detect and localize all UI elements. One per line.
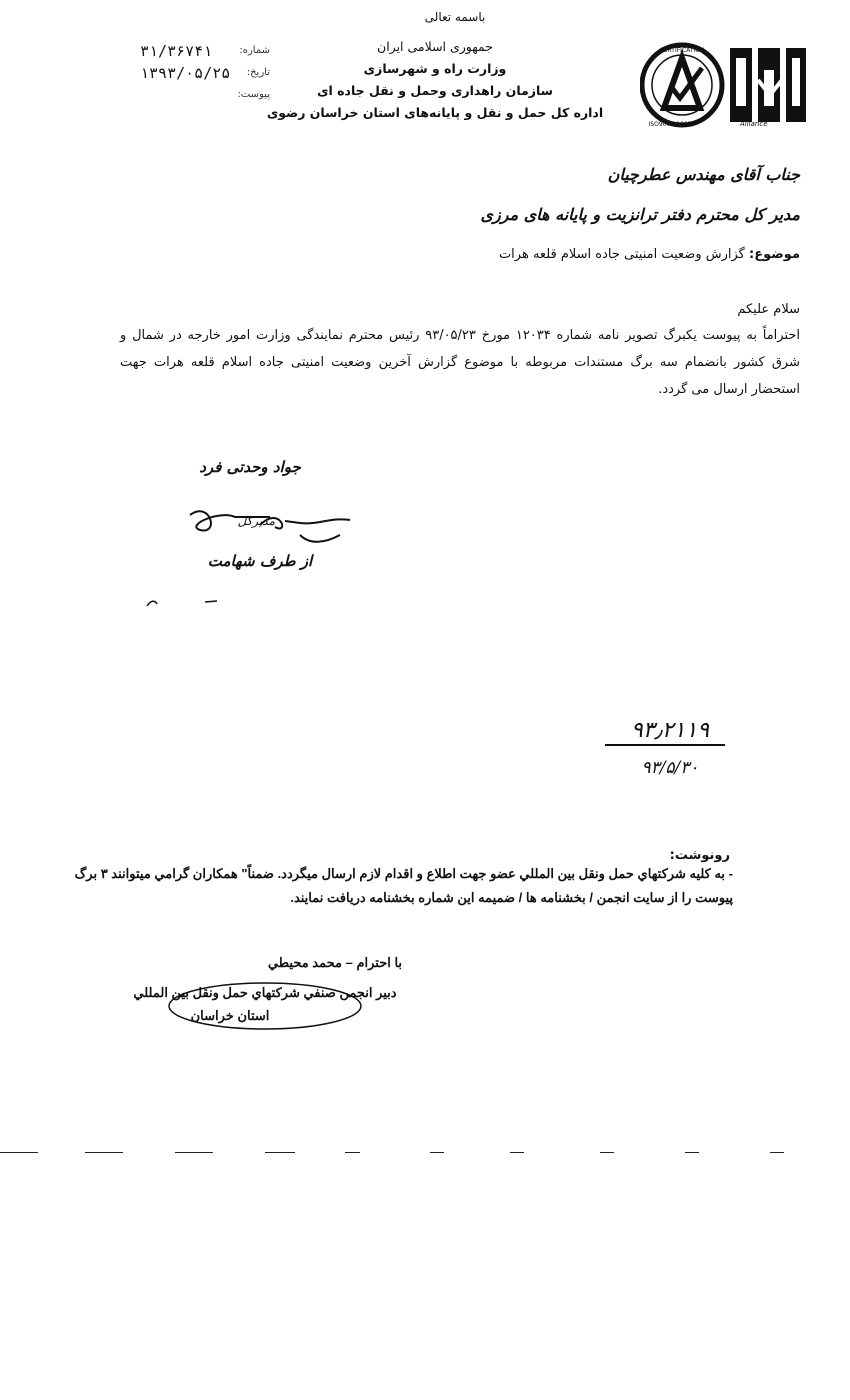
svg-text:مدیرکل: مدیرکل	[237, 514, 275, 528]
meta-number-row	[140, 40, 270, 62]
scan-dash	[770, 1152, 784, 1153]
handwritten-signature	[180, 495, 360, 555]
svg-text:ISO9001:2008: ISO9001:2008	[648, 121, 692, 128]
cc-body: - به كليه شركتهاي حمل ونقل بين المللي عضو جهت اطلاع و اقدام لازم ارسال ميگردد. ضمناً" همكاران گرامي ميتوانند ۳ برگ پيوست را از سايت انجمن / بخشنامه ها / ضميمه اين شماره بخشنامه دريافت نمايند.	[74, 866, 733, 905]
letter-attachment-label: پیوست:	[237, 89, 270, 100]
registration-date: ۹۳/۵/۳۰	[641, 758, 699, 778]
addressee-name: جناب آقای مهندس عطرچیان	[607, 165, 800, 184]
scan-dash	[600, 1152, 614, 1153]
bismillah-heading: باسمه تعالی	[424, 10, 486, 24]
meta-attachment-row	[140, 84, 270, 106]
letterhead-republic: جمهوری اسلامی ایران	[377, 39, 493, 54]
scan-dash	[265, 1152, 295, 1153]
cc-regards: با احترام – محمد محيطي	[267, 955, 403, 970]
addressee-title: مدیر کل محترم دفتر ترانزیت و پایانه های مرزی	[480, 205, 800, 224]
cc-organization: دبير انجمن صنفي شركتهاي حمل ونقل بين المللي	[133, 985, 397, 1000]
letter-subject	[400, 247, 800, 262]
scan-dash	[430, 1152, 444, 1153]
signature-on-behalf: از طرف شهامت	[207, 552, 313, 570]
scan-dash	[175, 1152, 213, 1153]
letter-body: احتراماً به پیوست یکبرگ تصویر نامه شماره ۱۲۰۳۴ مورخ ۹۳/۰۵/۲۳ رئیس محترم نمایندگی وزارت امور خارجه در شمال و شرق کشور بانضمام سه برگ مستندات مربوطه با موضوع گزارش آخرین وضعیت امنیتی جاده اسلام قلعه هرات جهت استحضار ارسال می گردد.	[120, 328, 801, 397]
cc-title: رونوشت:	[669, 848, 730, 863]
scan-dash	[685, 1152, 699, 1153]
scan-dash	[85, 1152, 123, 1153]
registration-divider	[605, 744, 725, 746]
letter-date-label: تاریخ:	[246, 67, 270, 78]
letterhead	[250, 36, 620, 124]
subject-text: گزارش وضعیت امنیتی جاده اسلام قلعه هرات	[498, 247, 745, 262]
scan-dash	[0, 1152, 38, 1153]
letter-meta	[140, 40, 270, 106]
cc-province: استان خراسان	[190, 1008, 270, 1023]
scan-dash	[510, 1152, 524, 1153]
letterhead-ministry: وزارت راه و شهرسازی	[363, 61, 507, 76]
letter-number: ۳۱/۳۶۷۴۱	[140, 42, 213, 60]
letterhead-organization: سازمان راهداری وحمل و نقل جاده ای	[317, 83, 553, 98]
scan-dash	[345, 1152, 360, 1153]
subject-label: موضوع:	[749, 247, 800, 262]
letter-number-label: شماره:	[239, 45, 270, 56]
registration-number: ۹۳٫۲۱۱۹	[630, 718, 710, 743]
svg-text:CERTIFICATION: CERTIFICATION	[659, 47, 705, 54]
organization-logo-icon	[640, 40, 810, 130]
letter-date: ۱۳۹۳/۰۵/۲۵	[140, 64, 231, 82]
letterhead-directorate: اداره کل حمل و نقل و پایانه‌های استان خراسان رضوی	[266, 105, 604, 120]
letter-greeting: سلام علیکم	[737, 302, 800, 317]
ink-mark	[145, 598, 225, 610]
svg-text:Alliance: Alliance	[740, 120, 768, 128]
meta-date-row	[140, 62, 270, 84]
signatory-name: جواد وحدتی فرد	[199, 458, 301, 476]
